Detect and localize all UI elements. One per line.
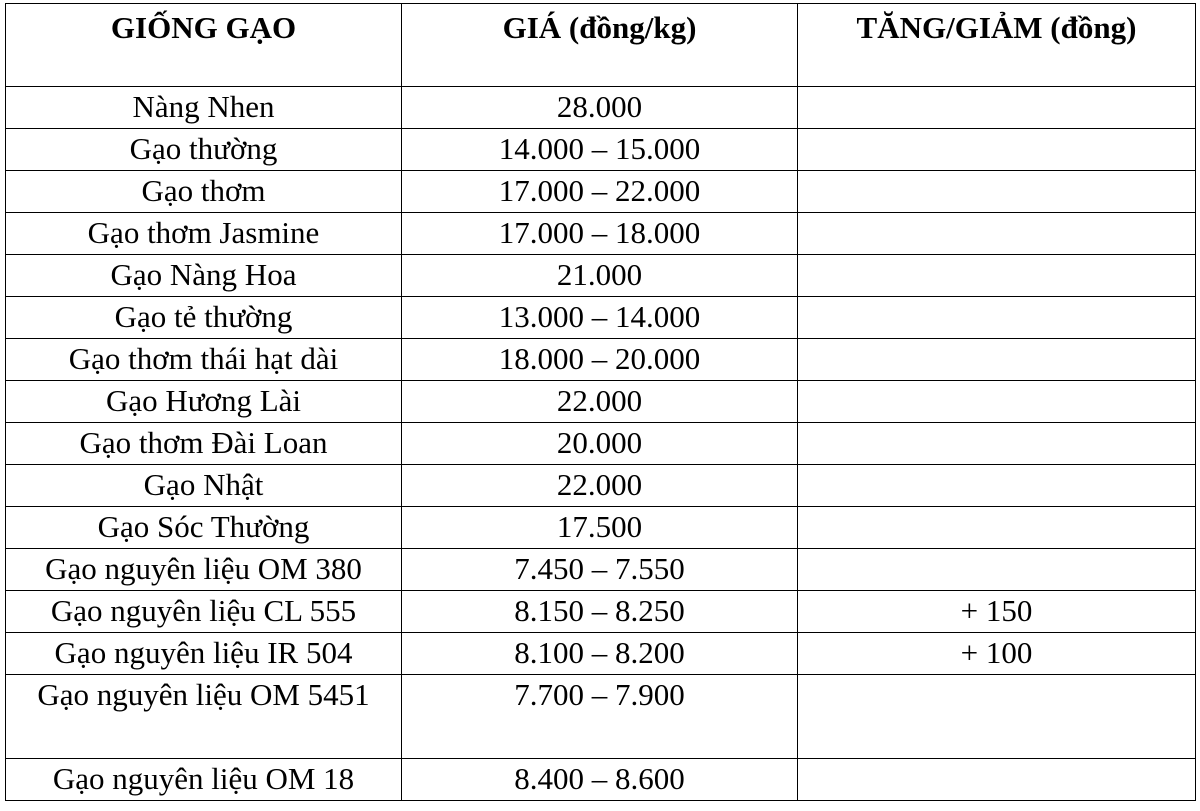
- variety-cell: Gạo Hương Lài: [6, 381, 402, 423]
- variety-cell: Gạo thơm Jasmine: [6, 213, 402, 255]
- price-cell: 18.000 – 20.000: [402, 339, 798, 381]
- variety-cell: Gạo thơm thái hạt dài: [6, 339, 402, 381]
- price-cell: 7.700 – 7.900: [402, 675, 798, 759]
- variety-cell: Gạo nguyên liệu IR 504: [6, 633, 402, 675]
- table-row: [6, 381, 1196, 423]
- change-cell: [798, 213, 1196, 255]
- price-cell: 22.000: [402, 381, 798, 423]
- price-cell: 28.000: [402, 87, 798, 129]
- price-cell: 7.450 – 7.550: [402, 549, 798, 591]
- table-row: [6, 423, 1196, 465]
- table-row: [6, 339, 1196, 381]
- variety-cell: Gạo nguyên liệu OM 18: [6, 759, 402, 801]
- price-cell: 22.000: [402, 465, 798, 507]
- variety-cell: Gạo Nhật: [6, 465, 402, 507]
- change-cell: [798, 465, 1196, 507]
- change-cell: [798, 255, 1196, 297]
- price-cell: 13.000 – 14.000: [402, 297, 798, 339]
- table-row: [6, 213, 1196, 255]
- variety-cell: Gạo nguyên liệu OM 5451: [6, 675, 402, 759]
- change-cell: [798, 507, 1196, 549]
- table-row: [6, 87, 1196, 129]
- table-row: [6, 255, 1196, 297]
- table-row: [6, 591, 1196, 633]
- variety-cell: Nàng Nhen: [6, 87, 402, 129]
- variety-cell: Gạo nguyên liệu OM 380: [6, 549, 402, 591]
- change-cell: [798, 381, 1196, 423]
- price-cell: 8.400 – 8.600: [402, 759, 798, 801]
- header-price: GIÁ (đồng/kg): [402, 4, 798, 87]
- change-cell: [798, 297, 1196, 339]
- price-cell: 17.000 – 22.000: [402, 171, 798, 213]
- price-cell: 17.000 – 18.000: [402, 213, 798, 255]
- price-cell: 17.500: [402, 507, 798, 549]
- table-row: [6, 759, 1196, 801]
- header-change: TĂNG/GIẢM (đồng): [798, 4, 1196, 87]
- price-cell: 8.150 – 8.250: [402, 591, 798, 633]
- variety-cell: Gạo thơm Đài Loan: [6, 423, 402, 465]
- change-cell: [798, 549, 1196, 591]
- table-row: [6, 297, 1196, 339]
- table-row: [6, 507, 1196, 549]
- change-cell: [798, 759, 1196, 801]
- price-cell: 21.000: [402, 255, 798, 297]
- variety-cell: Gạo tẻ thường: [6, 297, 402, 339]
- price-cell: 14.000 – 15.000: [402, 129, 798, 171]
- table-row: [6, 465, 1196, 507]
- table-row: [6, 633, 1196, 675]
- header-row: [6, 4, 1196, 87]
- change-cell: [798, 87, 1196, 129]
- header-variety: GIỐNG GẠO: [6, 4, 402, 87]
- variety-cell: Gạo nguyên liệu CL 555: [6, 591, 402, 633]
- change-cell: + 100: [798, 633, 1196, 675]
- change-cell: [798, 675, 1196, 759]
- table-row: [6, 129, 1196, 171]
- table-row: [6, 549, 1196, 591]
- change-cell: [798, 423, 1196, 465]
- table-row: [6, 675, 1196, 759]
- variety-cell: Gạo Nàng Hoa: [6, 255, 402, 297]
- price-cell: 20.000: [402, 423, 798, 465]
- change-cell: [798, 171, 1196, 213]
- table-row: [6, 171, 1196, 213]
- variety-cell: Gạo thường: [6, 129, 402, 171]
- change-cell: [798, 129, 1196, 171]
- variety-cell: Gạo thơm: [6, 171, 402, 213]
- price-cell: 8.100 – 8.200: [402, 633, 798, 675]
- variety-cell: Gạo Sóc Thường: [6, 507, 402, 549]
- change-cell: [798, 339, 1196, 381]
- change-cell: + 150: [798, 591, 1196, 633]
- rice-price-table: [5, 3, 1196, 801]
